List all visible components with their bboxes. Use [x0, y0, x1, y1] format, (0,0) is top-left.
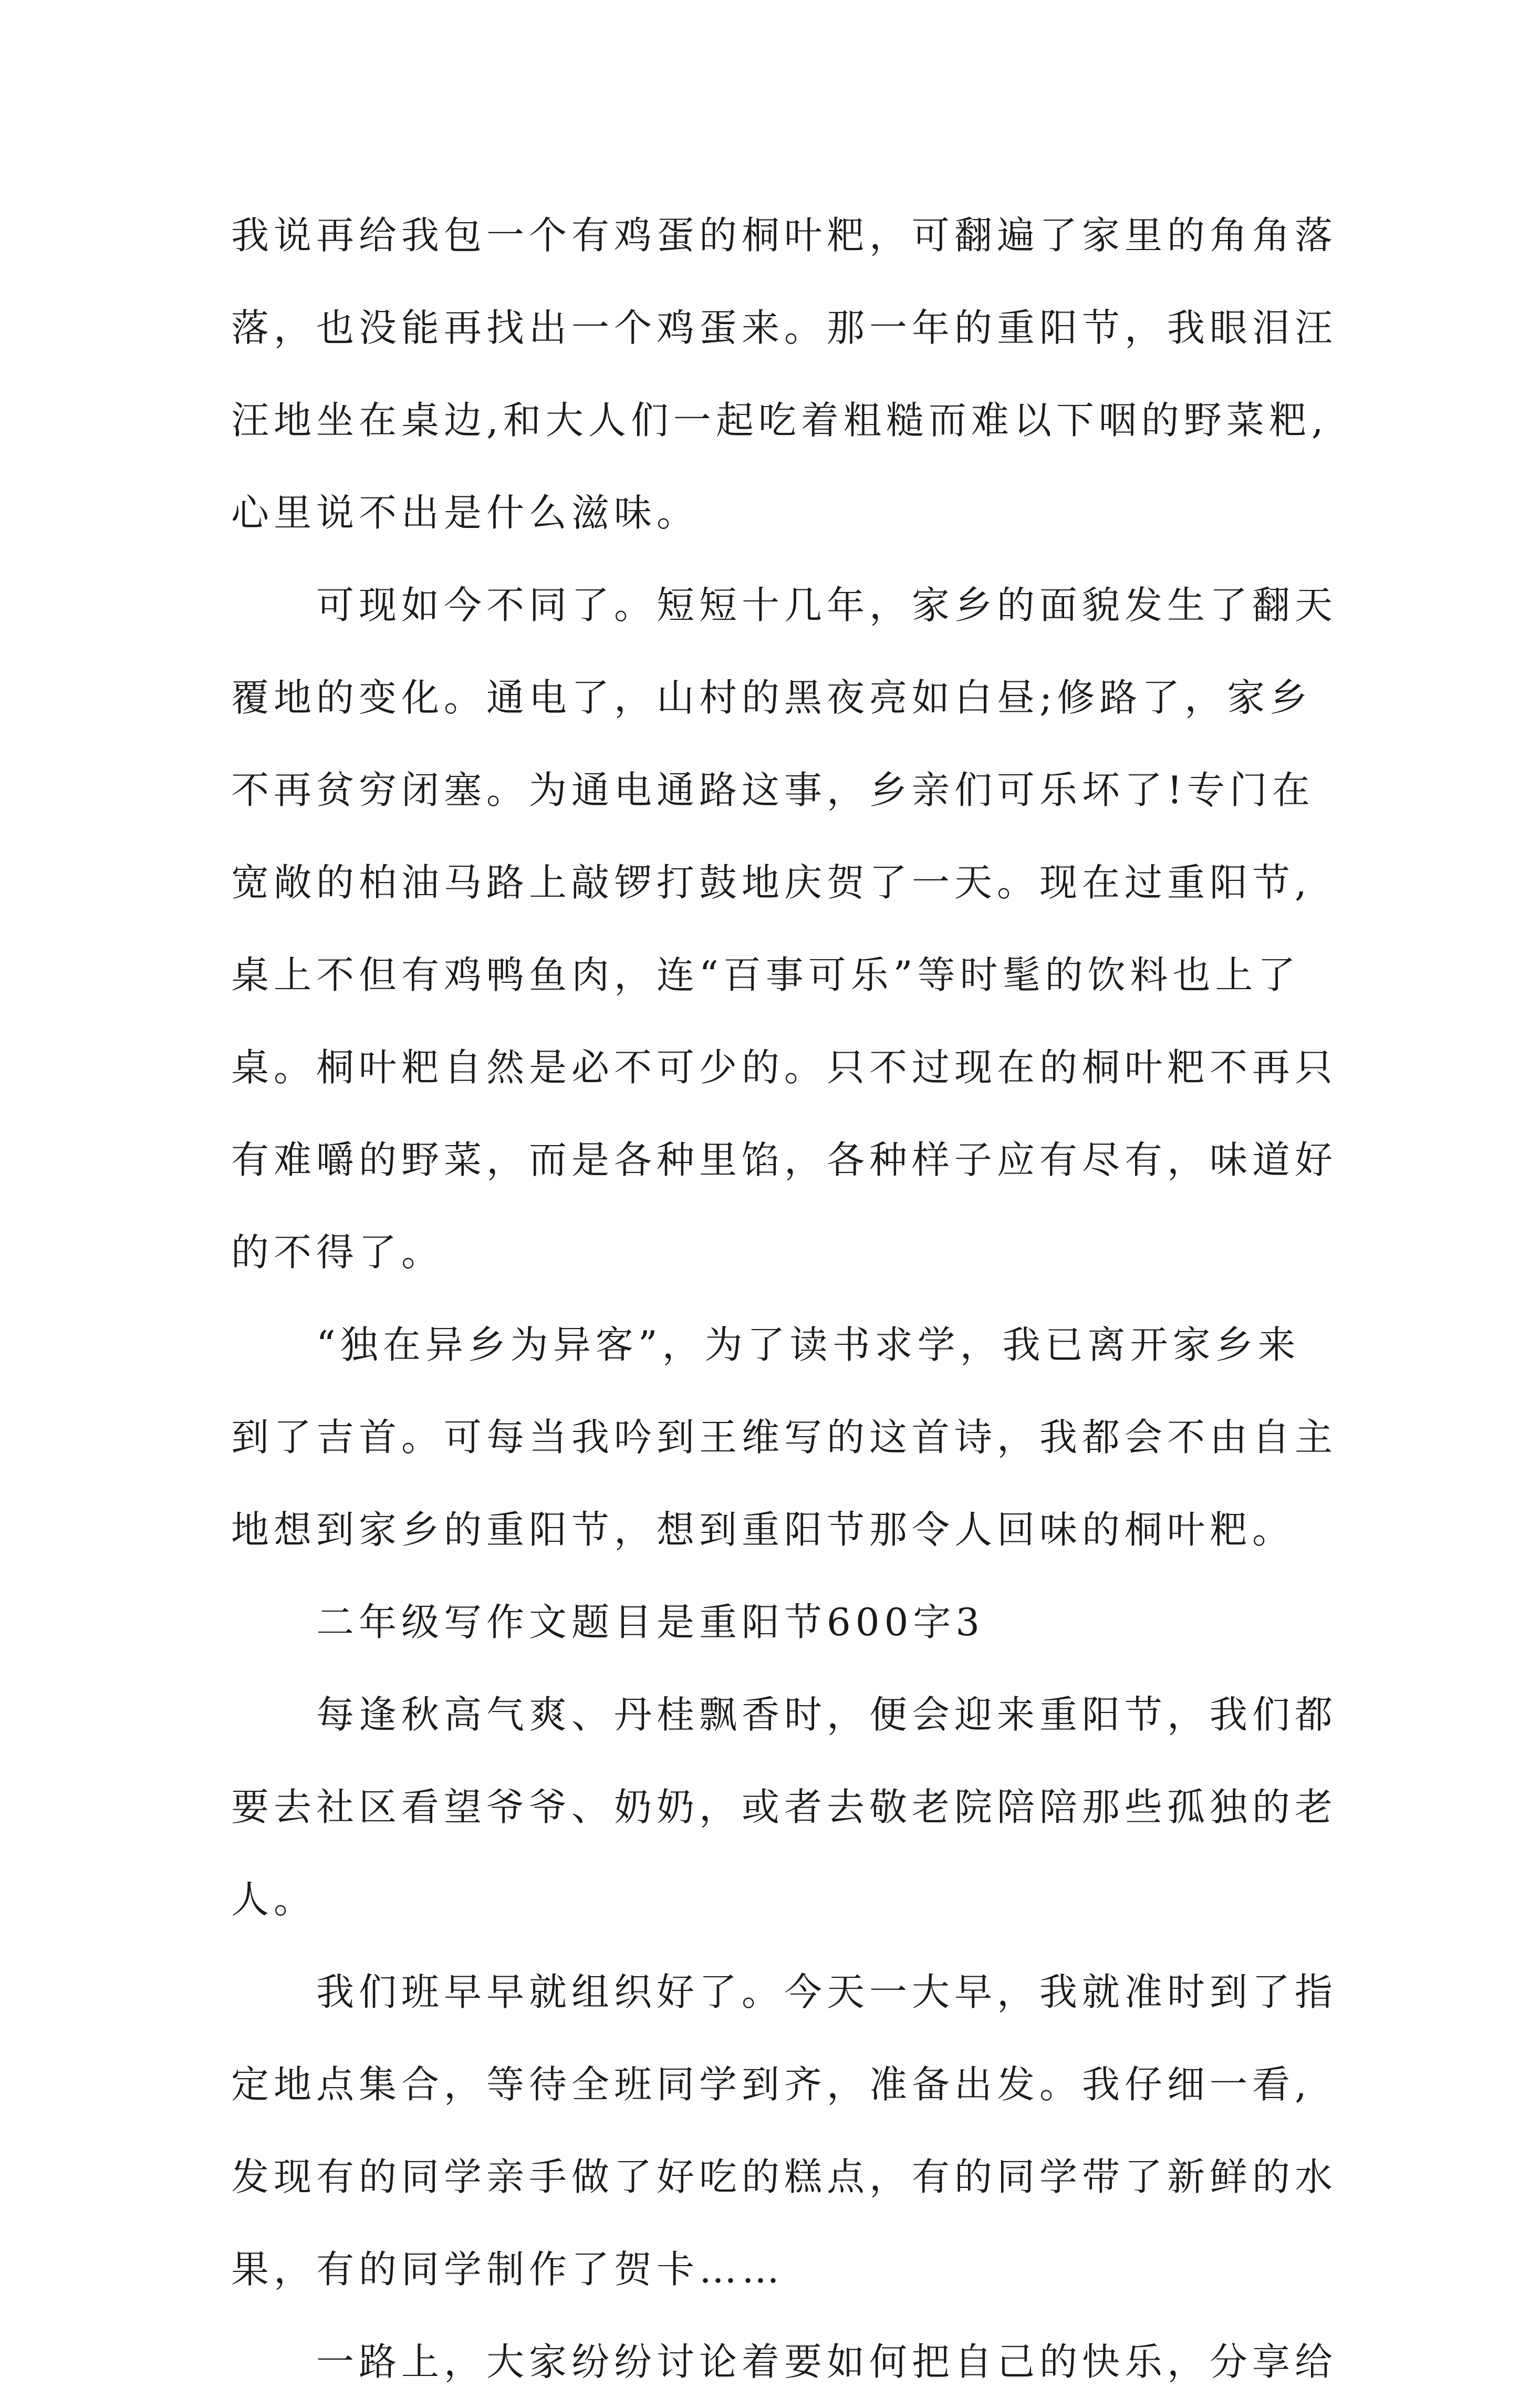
- text-line: 人。: [231, 1877, 317, 1922]
- text-line: 我说再给我包一个有鸡蛋的桐叶粑，可翻遍了家里的角角落: [231, 213, 1338, 257]
- text-line: 发现有的同学亲手做了好吃的糕点，有的同学带了新鲜的水: [231, 2155, 1338, 2199]
- text-line: 要去社区看望爷爷、奶奶，或者去敬老院陪陪那些孤独的老: [231, 1785, 1338, 1829]
- paragraph-first-line: 一路上，大家纷纷讨论着要如何把自己的快乐，分享给: [316, 2340, 1338, 2384]
- paragraph-first-line: 每逢秋高气爽、丹桂飘香时，便会迎来重阳节，我们都: [316, 1693, 1338, 1737]
- text-line: 定地点集合，等待全班同学到齐，准备出发。我仔细一看,: [231, 2062, 1311, 2106]
- text-line: 覆地的变化。通电了，山村的黑夜亮如白昼;修路了，家乡: [231, 676, 1313, 720]
- text-line: 果，有的同学制作了贺卡……: [231, 2247, 785, 2291]
- paragraph-first-line: 可现如今不同了。短短十几年，家乡的面貌发生了翻天: [316, 583, 1338, 627]
- text-line: 到了吉首。可每当我吟到王维写的这首诗，我都会不由自主: [231, 1415, 1338, 1459]
- document-body: [231, 189, 1355, 2408]
- text-line: 汪地坐在桌边,和大人们一起吃着粗糙而难以下咽的野菜粑,: [231, 398, 1328, 442]
- text-line: 有难嚼的野菜，而是各种里馅，各种样子应有尽有，味道好: [231, 1138, 1338, 1182]
- text-line: 宽敞的柏油马路上敲锣打鼓地庆贺了一天。现在过重阳节,: [231, 860, 1311, 905]
- paragraph-first-line: 我们班早早就组织好了。今天一大早，我就准时到了指: [316, 1970, 1338, 2014]
- text-line: 不再贫穷闭塞。为通电通路这事，乡亲们可乐坏了!专门在: [231, 768, 1315, 812]
- text-line: 桌上不但有鸡鸭鱼肉，连“百事可乐”等时髦的饮料也上了: [231, 953, 1300, 997]
- text-line: 桌。桐叶粑自然是必不可少的。只不过现在的桐叶粑不再只: [231, 1045, 1338, 1089]
- text-line: 心里说不出是什么滋味。: [231, 491, 700, 535]
- text-line: 落，也没能再找出一个鸡蛋来。那一年的重阳节，我眼泪汪: [231, 306, 1338, 350]
- text-line: 地想到家乡的重阳节，想到重阳节那令人回味的桐叶粑。: [231, 1508, 1295, 1552]
- paragraph-first-line: “独在异乡为异客”，为了读书求学，我已离开家乡来: [316, 1323, 1300, 1367]
- section-heading: 二年级写作文题目是重阳节600字3: [316, 1600, 985, 1644]
- text-line: 的不得了。: [231, 1230, 444, 1274]
